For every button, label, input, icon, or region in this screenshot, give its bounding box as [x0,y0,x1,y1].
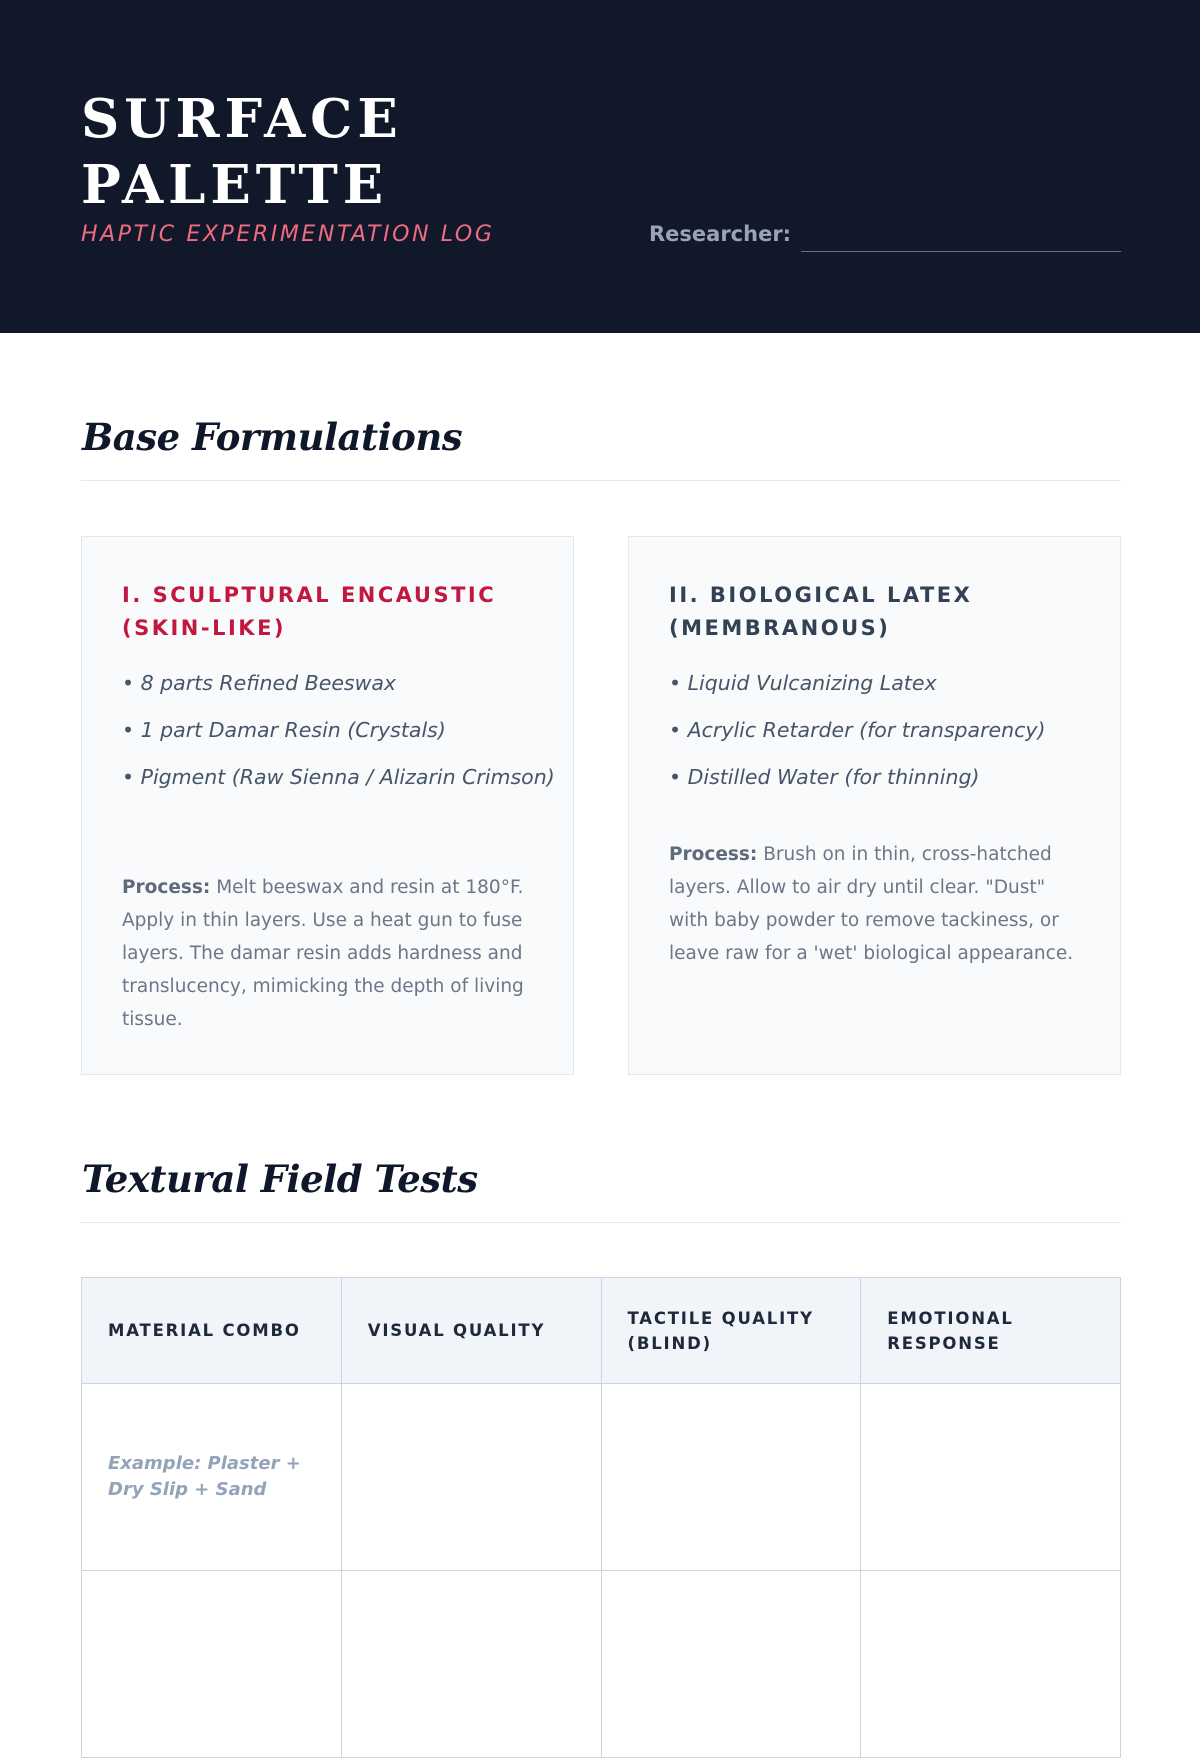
section-title-field-tests: Textural Field Tests [82,1157,478,1201]
process-label: Process: [669,844,758,865]
ingredient-item: • Distilled Water (for thinning) [669,765,980,789]
card-heading: I. SCULPTURAL ENCAUSTIC (SKIN-LIKE) [122,583,497,640]
formulation-card-latex [628,536,1121,1075]
page-header [0,0,1200,333]
ingredient-list [669,667,1109,808]
table-row [82,1571,1121,1758]
ingredient-list [122,667,562,808]
process-description [669,838,1089,970]
column-header-material-combo: MATERIAL COMBO [82,1278,342,1384]
title-line-2: PALETTE [81,154,389,216]
ingredient-item: • Liquid Vulcanizing Latex [669,671,937,695]
column-header-tactile-quality: TACTILE QUALITY (BLIND) [601,1278,861,1384]
ingredient-item: • Pigment (Raw Sienna / Alizarin Crimson) [122,765,555,789]
column-header-visual-quality: VISUAL QUALITY [341,1278,601,1384]
section-divider [81,1222,1121,1223]
document-title [81,86,403,218]
table-cell[interactable] [82,1384,342,1571]
ingredient-item: • 8 parts Refined Beeswax [122,671,397,695]
title-line-1: SURFACE [81,88,403,150]
researcher-name-field[interactable] [801,251,1121,252]
process-text: Brush on in thin, cross-hatched layers. Allow to air dry until clear. "Dust" with baby powder to remove tackiness, or leave raw for a 'wet' biological appearance. [669,844,1074,964]
researcher-label: Researcher: [649,222,792,246]
ingredient-item: • 1 part Damar Resin (Crystals) [122,718,446,742]
formulation-card-encaustic [81,536,574,1075]
table-cell[interactable] [601,1384,861,1571]
process-text: Melt beeswax and resin at 180°F. Apply in thin layers. Use a heat gun to fuse layers. The damar resin adds hardness and translucency, mimicking the depth of living tissue. [122,877,524,1030]
process-label: Process: [122,877,211,898]
table-cell[interactable] [601,1571,861,1758]
document-subtitle: HAPTIC EXPERIMENTATION LOG [81,222,495,247]
process-description [122,871,542,1036]
section-divider [81,480,1121,481]
table-cell[interactable] [341,1571,601,1758]
card-heading: II. BIOLOGICAL LATEX (MEMBRANOUS) [669,583,973,640]
table-cell[interactable] [82,1571,342,1758]
table-cell[interactable] [341,1384,601,1571]
table-header-row [82,1278,1121,1384]
column-header-emotional-response: EMOTIONAL RESPONSE [861,1278,1121,1384]
table-row [82,1384,1121,1571]
example-entry: Example: Plaster + Dry Slip + Sand [108,1453,301,1500]
table-cell[interactable] [861,1571,1121,1758]
ingredient-item: • Acrylic Retarder (for transparency) [669,718,1046,742]
table-cell[interactable] [861,1384,1121,1571]
field-test-table [81,1277,1121,1758]
section-title-base-formulations: Base Formulations [82,415,463,459]
